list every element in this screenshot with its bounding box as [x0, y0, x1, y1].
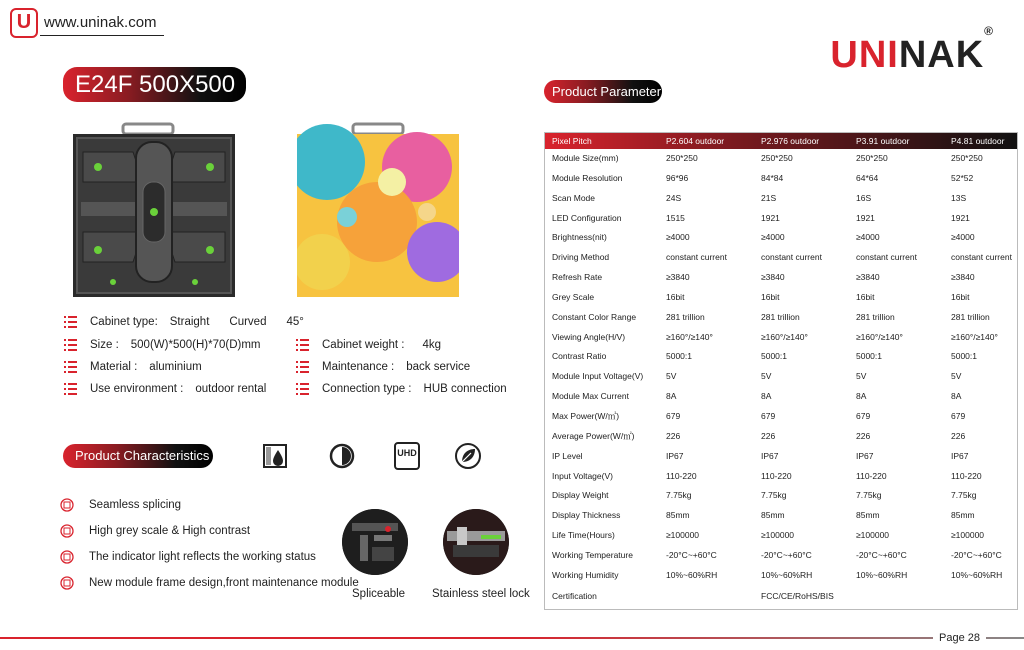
leaf-icon: [454, 442, 482, 470]
table-cell: 13S: [951, 192, 967, 203]
feature-bullet-icon: [60, 524, 74, 538]
table-header-cell: P2.976 outdoor: [761, 136, 820, 146]
table-row-label: Working Temperature: [552, 549, 633, 560]
table-cell: -20°C~+60°C: [761, 549, 812, 560]
website-url[interactable]: www.uninak.com: [44, 14, 157, 31]
feature-bullet-icon: [60, 550, 74, 564]
spec-value: back service: [406, 361, 471, 373]
table-row: [545, 546, 1017, 566]
table-cell: 679: [951, 410, 966, 421]
spec-label: Cabinet weight :: [322, 339, 405, 351]
table-cell: 679: [856, 410, 871, 421]
table-row-label: Certification: [552, 590, 597, 601]
table-cell: ≥4000: [856, 232, 880, 243]
table-cell: constant current: [951, 252, 1012, 263]
table-cell: 110-220: [856, 470, 887, 481]
table-cell: ≥100000: [951, 530, 985, 541]
table-cell: 226: [856, 430, 871, 441]
table-cell: 110-220: [951, 470, 982, 481]
feature-text: New module frame design,front maintenance module: [89, 577, 359, 589]
table-row: [545, 526, 1017, 546]
table-row-label: Constant Color Range: [552, 311, 637, 322]
page-number: Page 28: [933, 632, 986, 644]
table-cell: [856, 586, 951, 606]
product-title: E24F 500X500: [63, 67, 246, 102]
table-cell: ≥160°/≥140°: [666, 331, 713, 342]
feature-bullet-icon: [60, 498, 74, 512]
table-cell: 85mm: [856, 510, 880, 521]
caption-steel-lock: Stainless steel lock: [432, 588, 530, 600]
table-row-label: Brightness(nit): [552, 232, 607, 243]
table-row-label: Scan Mode: [552, 192, 595, 203]
parameter-table: [544, 132, 1018, 610]
table-row-label: Module Max Current: [552, 391, 630, 402]
table-row: [545, 506, 1017, 526]
table-cell: IP67: [761, 450, 779, 461]
spec-value: 45°: [286, 316, 304, 328]
table-cell: -20°C~+60°C: [951, 549, 1002, 560]
table-cell: 281 trillion: [856, 311, 895, 322]
table-row-label: Module Input Voltage(V): [552, 371, 644, 382]
table-cell: 10%~60%RH: [856, 569, 908, 580]
table-cell: 679: [666, 410, 681, 421]
table-row-label: Grey Scale: [552, 291, 595, 302]
spec-label: Material :: [90, 361, 138, 373]
table-row-label: IP Level: [552, 450, 583, 461]
table-cell: 7.75kg: [856, 490, 882, 501]
table-cell: 250*250: [666, 153, 698, 163]
table-cell: 1921: [761, 212, 780, 223]
parameter-heading: Product Parameter: [544, 80, 662, 103]
table-cell: 7.75kg: [951, 490, 977, 501]
table-cell: IP67: [856, 450, 874, 461]
table-cell: ≥100000: [856, 530, 890, 541]
table-cell: ≥100000: [761, 530, 795, 541]
table-header-cell: P2.604 outdoor: [666, 136, 725, 146]
table-cell: 16S: [856, 192, 872, 203]
table-cell: ≥3840: [761, 272, 785, 283]
table-row: [545, 347, 1017, 367]
list-icon: [64, 339, 77, 351]
table-cell: -20°C~+60°C: [666, 549, 717, 560]
table-header-cell: P4.81 outdoor: [951, 136, 1005, 146]
url-underline: [40, 35, 164, 36]
list-icon: [296, 383, 309, 395]
caption-spliceable: Spliceable: [352, 588, 406, 600]
table-cell: 5000:1: [951, 351, 977, 362]
feature-text: Seamless splicing: [89, 499, 182, 511]
brand-red-part: UNI: [830, 34, 899, 76]
table-cell: ≥160°/≥140°: [951, 331, 998, 342]
table-cell: ≥4000: [761, 232, 785, 243]
spec-size: [64, 337, 260, 353]
table-row-label: Display Weight: [552, 490, 609, 501]
table-header-cell: P3.91 outdoor: [856, 136, 910, 146]
table-cell: constant current: [666, 252, 727, 263]
table-cell: 8A: [856, 391, 867, 402]
table-row-label: Average Power(W/㎡): [552, 430, 635, 441]
spec-label: Size :: [90, 339, 119, 351]
table-cell: 110-220: [761, 470, 792, 481]
table-cell: 84*84: [761, 172, 784, 183]
table-row: [545, 586, 1017, 606]
table-row: [545, 566, 1017, 586]
table-cell: -20°C~+60°C: [856, 549, 907, 560]
table-row: [545, 308, 1017, 328]
table-row: [545, 427, 1017, 447]
table-cell: ≥4000: [951, 232, 975, 243]
table-cell: 5000:1: [761, 351, 787, 362]
list-icon: [64, 316, 77, 328]
steel-lock-detail-image: [443, 509, 509, 575]
table-row-label: LED Configuration: [552, 212, 622, 223]
table-cell: ≥3840: [856, 272, 880, 283]
spec-value: aluminium: [149, 361, 202, 373]
table-cell: 226: [761, 430, 776, 441]
spec-connection: [296, 381, 507, 397]
table-cell: 10%~60%RH: [761, 569, 813, 580]
cabinet-back-image: [73, 122, 235, 297]
table-cell: constant current: [856, 252, 917, 263]
table-cell: 1515: [666, 212, 685, 223]
table-cell: 1921: [951, 212, 970, 223]
feature-item: [60, 548, 316, 566]
table-cell: 8A: [761, 391, 772, 402]
table-cell: 5000:1: [856, 351, 882, 362]
table-cell: ≥3840: [666, 272, 690, 283]
footer-divider: [0, 637, 1024, 639]
table-row-label: Display Thickness: [552, 510, 621, 521]
table-cell: 679: [761, 410, 776, 421]
table-row: [545, 228, 1017, 248]
spec-label: Connection type :: [322, 383, 412, 395]
spec-weight: [296, 337, 441, 353]
table-cell: 16bit: [761, 291, 780, 302]
table-row-label: Driving Method: [552, 252, 610, 263]
table-cell: 8A: [666, 391, 677, 402]
table-cell: 5000:1: [666, 351, 692, 362]
table-row-label: Working Humidity: [552, 569, 619, 580]
table-cell: 250*250: [761, 153, 793, 163]
table-cell: constant current: [761, 252, 822, 263]
uhd-icon-text: UHD: [397, 448, 417, 458]
spec-value: outdoor rental: [195, 383, 267, 395]
spec-environment: [64, 381, 266, 397]
table-cell: 7.75kg: [666, 490, 692, 501]
spec-value: 4kg: [422, 339, 442, 351]
table-cell: 16bit: [951, 291, 970, 302]
feature-item: [60, 522, 250, 540]
cabinet-front-image: [297, 122, 459, 297]
table-cell: ≥100000: [666, 530, 700, 541]
spec-maintenance: [296, 359, 470, 375]
table-cell: 85mm: [951, 510, 975, 521]
table-cell: 281 trillion: [666, 311, 705, 322]
table-cell: 250*250: [856, 153, 888, 163]
table-cell: 8A: [951, 391, 962, 402]
table-row: [545, 387, 1017, 407]
table-row-label: Refresh Rate: [552, 272, 603, 283]
table-cell: 10%~60%RH: [951, 569, 1003, 580]
table-cell: 10%~60%RH: [666, 569, 718, 580]
table-cell: IP67: [666, 450, 684, 461]
table-body: [545, 149, 1017, 605]
table-cell: 16bit: [856, 291, 875, 302]
table-cell: 226: [951, 430, 966, 441]
table-cell: FCC/CE/RoHS/BIS: [761, 590, 834, 601]
registered-mark: ®: [984, 24, 994, 39]
characteristics-heading: Product Characteristics: [63, 444, 213, 468]
spec-value: Curved: [229, 316, 267, 328]
table-row-label: Viewing Angle(H/V): [552, 331, 626, 342]
table-row: [545, 209, 1017, 229]
table-row: [545, 328, 1017, 348]
table-row-label: Module Resolution: [552, 172, 623, 183]
table-cell: [666, 586, 761, 606]
table-cell: 281 trillion: [761, 311, 800, 322]
list-icon: [296, 361, 309, 373]
spec-label: Maintenance :: [322, 361, 395, 373]
table-cell: ≥160°/≥140°: [761, 331, 808, 342]
table-cell: 16bit: [666, 291, 685, 302]
table-cell: 110-220: [666, 470, 697, 481]
table-cell: 85mm: [761, 510, 785, 521]
contrast-icon: [328, 442, 356, 470]
spec-value: HUB connection: [423, 383, 507, 395]
table-cell: 24S: [666, 192, 682, 203]
table-row: [545, 447, 1017, 467]
spec-label: Use environment :: [90, 383, 184, 395]
brand-dark-part: NAK: [898, 34, 985, 76]
table-cell: 5V: [856, 371, 867, 382]
table-cell: 5V: [951, 371, 962, 382]
table-row-label: Module Size(mm): [552, 153, 619, 163]
table-cell: [951, 586, 1017, 606]
table-row: [545, 486, 1017, 506]
spec-value: Straight: [169, 316, 210, 328]
table-header-row: [545, 133, 1017, 149]
table-row: [545, 407, 1017, 427]
spec-cabinet-type: [64, 314, 304, 330]
table-cell: 5V: [761, 371, 772, 382]
table-cell: 5V: [666, 371, 677, 382]
table-cell: 1921: [856, 212, 875, 223]
table-row: [545, 149, 1017, 169]
table-row: [545, 268, 1017, 288]
list-icon: [64, 361, 77, 373]
table-cell: ≥160°/≥140°: [856, 331, 903, 342]
table-row: [545, 288, 1017, 308]
feature-text: The indicator light reflects the working status: [89, 551, 316, 563]
table-cell: IP67: [951, 450, 969, 461]
table-row: [545, 467, 1017, 487]
table-row-label: Max Power(W/㎡): [552, 410, 620, 421]
table-cell: 281 trillion: [951, 311, 990, 322]
table-cell: ≥3840: [951, 272, 975, 283]
uhd-icon: [394, 442, 420, 470]
feature-item: [60, 496, 181, 514]
feature-text: High grey scale & High contrast: [89, 525, 251, 537]
list-icon: [296, 339, 309, 351]
table-cell: ≥4000: [666, 232, 690, 243]
table-cell: 226: [666, 430, 681, 441]
table-row-label: Contrast Ratio: [552, 351, 607, 362]
feature-item: [60, 574, 359, 592]
table-row-label: Input Voltage(V): [552, 470, 613, 481]
spec-value: 500(W)*500(H)*70(D)mm: [130, 339, 261, 351]
spec-material: [64, 359, 202, 375]
table-row-label: Life Time(Hours): [552, 530, 615, 541]
table-cell: 21S: [761, 192, 777, 203]
table-row: [545, 367, 1017, 387]
table-header-cell: Pixel Pitch: [552, 136, 592, 146]
uninak-logo-icon: U: [10, 8, 38, 38]
table-row: [545, 169, 1017, 189]
table-cell: 7.75kg: [761, 490, 787, 501]
table-cell: 64*64: [856, 172, 879, 183]
table-cell: 85mm: [666, 510, 690, 521]
table-row: [545, 189, 1017, 209]
table-cell: 96*96: [666, 172, 689, 183]
screen-drop-icon: [261, 442, 289, 470]
table-cell: 250*250: [951, 153, 983, 163]
brand-logo: [830, 24, 994, 77]
spliceable-detail-image: [342, 509, 408, 575]
feature-bullet-icon: [60, 576, 74, 590]
spec-label: Cabinet type:: [90, 316, 158, 328]
table-cell: 52*52: [951, 172, 974, 183]
table-row: [545, 248, 1017, 268]
list-icon: [64, 383, 77, 395]
